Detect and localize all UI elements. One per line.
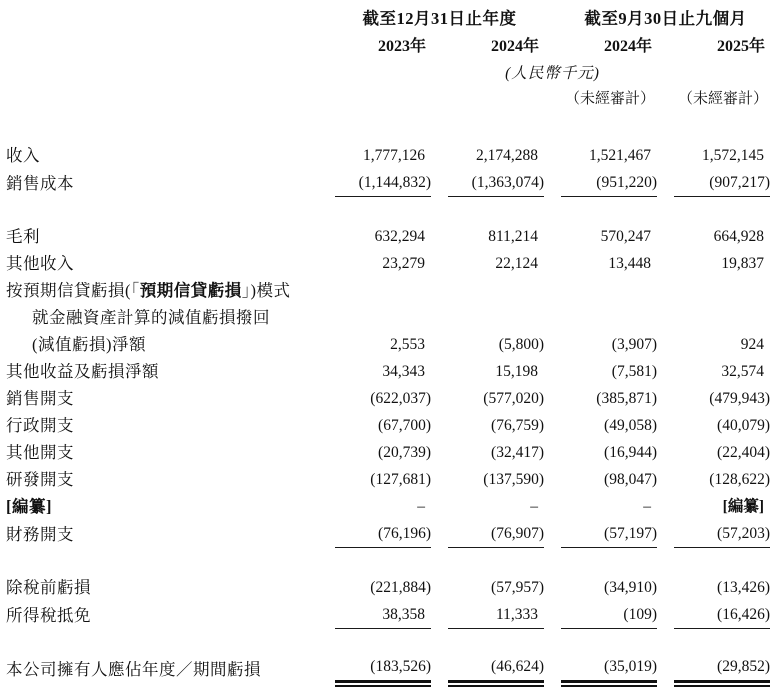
value-2024: 2,174,288 <box>476 147 538 164</box>
row-label: 財務開支 <box>6 525 74 544</box>
table-row-selling-expenses <box>6 385 770 412</box>
value-2023: (1,144,832) <box>335 169 431 197</box>
table-header-years <box>6 32 766 61</box>
row-label: 行政開支 <box>6 416 74 435</box>
period-group-year-ended: 截至12月31日止年度 <box>362 9 517 28</box>
value-2023: (20,739) <box>378 444 431 461</box>
value-2023: 2,553 <box>390 336 425 353</box>
table-row-revenue <box>6 142 766 169</box>
value-2024: 811,214 <box>488 228 538 245</box>
label-text-bold: 預期信貸虧損 <box>139 281 242 300</box>
value-2024-9m: (951,220) <box>561 169 657 197</box>
value-2024: 22,124 <box>495 255 538 272</box>
table-row-gross-profit <box>6 223 766 250</box>
value-2024: (76,759) <box>491 417 544 434</box>
value-2025-9m: (29,852) <box>674 653 770 683</box>
row-label: 本公司擁有人應佔年度／期間虧損 <box>6 660 261 679</box>
value-2024-9m: – <box>643 498 651 515</box>
row-label: 所得稅抵免 <box>6 606 91 625</box>
row-label: 其他開支 <box>6 443 74 462</box>
section-spacer <box>6 197 766 223</box>
currency-note: (人民幣千元) <box>505 65 600 82</box>
value-2023: (622,037) <box>370 390 431 407</box>
value-2024-9m: (35,019) <box>561 653 657 683</box>
row-label: 收入 <box>6 146 40 165</box>
row-label: 其他收益及虧損淨額 <box>6 362 159 381</box>
value-2024: (32,417) <box>491 444 544 461</box>
row-label: (減值虧損)淨額 <box>32 335 146 354</box>
value-2025-9m: 19,837 <box>721 255 764 272</box>
value-2025-9m: (907,217) <box>674 169 770 197</box>
value-2024: (57,957) <box>491 579 544 596</box>
value-2023: (67,700) <box>378 417 431 434</box>
value-2023: 34,343 <box>382 363 425 380</box>
value-2024-9m: (49,058) <box>604 417 657 434</box>
row-label: 研發開支 <box>6 470 74 489</box>
table-header-period-groups <box>6 5 766 32</box>
value-2024: (137,590) <box>483 471 544 488</box>
value-2025-9m: (13,426) <box>717 579 770 596</box>
column-header-2024: 2024年 <box>490 38 539 55</box>
column-header-2023: 2023年 <box>377 38 426 55</box>
table-row-income-tax-credit <box>6 601 770 629</box>
section-spacer <box>6 548 766 574</box>
row-label: 除稅前虧損 <box>6 578 91 597</box>
table-row-redacted <box>6 493 766 520</box>
value-2024-9m: (57,197) <box>561 520 657 548</box>
value-2024: – <box>530 498 538 515</box>
table-header-currency-note <box>6 61 766 86</box>
column-header-2024-9m: 2024年 <box>603 38 652 55</box>
value-2024: (1,363,074) <box>448 169 544 197</box>
value-2024: 11,333 <box>448 601 544 629</box>
value-2023: 23,279 <box>382 255 425 272</box>
value-2025-9m: 1,572,145 <box>702 147 764 164</box>
unaudited-note-2025-9m: （未經審計） <box>677 91 768 107</box>
label-text: 」)模式 <box>241 281 291 300</box>
value-2023: (127,681) <box>370 471 431 488</box>
value-2023: (183,526) <box>335 653 431 683</box>
value-2024: 15,198 <box>495 363 538 380</box>
row-label: 銷售成本 <box>6 174 74 193</box>
table-row-other-income <box>6 250 766 277</box>
table-row-loss-before-tax <box>6 574 770 601</box>
column-header-2025-9m: 2025年 <box>716 38 765 55</box>
value-2024: (5,800) <box>498 336 544 353</box>
value-2024-9m: (109) <box>561 601 657 629</box>
row-label: 其他收入 <box>6 254 74 273</box>
row-label: 毛利 <box>6 227 40 246</box>
unaudited-note-2024-9m: （未經審計） <box>564 91 655 107</box>
value-2024-9m: 570,247 <box>600 228 651 245</box>
value-2024-9m: (16,944) <box>604 444 657 461</box>
value-2023: 1,777,126 <box>363 147 425 164</box>
value-2025-9m: (40,079) <box>717 417 770 434</box>
value-2024-9m: (98,047) <box>604 471 657 488</box>
value-2024: (46,624) <box>448 653 544 683</box>
row-label: 銷售開支 <box>6 389 74 408</box>
period-group-nine-months: 截至9月30日止九個月 <box>584 9 747 28</box>
table-row-loss-attributable-owners <box>6 653 770 683</box>
value-2023: (76,196) <box>335 520 431 548</box>
table-row-admin-expenses <box>6 412 770 439</box>
table-header-unaudited <box>6 86 766 112</box>
table-row-cost-of-sales <box>6 169 770 197</box>
row-label: 就金融資產計算的減值虧損撥回 <box>32 308 270 327</box>
table-row-other-gains-losses <box>6 358 766 385</box>
header-body-spacer <box>6 112 766 142</box>
table-row-rd-expenses <box>6 466 770 493</box>
value-2025-9m: (479,943) <box>709 390 770 407</box>
value-2025-9m: (16,426) <box>674 601 770 629</box>
value-2024: (577,020) <box>483 390 544 407</box>
value-2024-9m: (34,910) <box>604 579 657 596</box>
value-2025-9m: 664,928 <box>713 228 764 245</box>
value-2025-9m: 924 <box>740 336 764 353</box>
value-2023: 38,358 <box>335 601 431 629</box>
value-2025-9m: 32,574 <box>721 363 764 380</box>
value-2024: (76,907) <box>448 520 544 548</box>
section-spacer <box>6 629 766 653</box>
row-label <box>6 277 318 304</box>
value-2023: 632,294 <box>374 228 425 245</box>
value-2024-9m: 13,448 <box>608 255 651 272</box>
value-2023: – <box>417 498 425 515</box>
table-row-finance-costs <box>6 520 770 548</box>
table-row-impairment-net <box>6 331 766 358</box>
value-2025-9m: (57,203) <box>674 520 770 548</box>
table-row-ecl-model-line1 <box>6 277 766 304</box>
table-row-ecl-model-line2 <box>6 304 766 331</box>
value-2025-9m: (128,622) <box>709 471 770 488</box>
value-2025-9m: [編纂] <box>722 498 764 515</box>
value-2024-9m: (385,871) <box>596 390 657 407</box>
value-2024-9m: (7,581) <box>611 363 657 380</box>
label-text: 按預期信貸虧損(「 <box>6 281 140 300</box>
row-label: [編纂] <box>6 497 52 516</box>
value-2023: (221,884) <box>370 579 431 596</box>
value-2025-9m: (22,404) <box>717 444 770 461</box>
value-2024-9m: 1,521,467 <box>589 147 651 164</box>
value-2024-9m: (3,907) <box>611 336 657 353</box>
table-row-other-expenses <box>6 439 770 466</box>
